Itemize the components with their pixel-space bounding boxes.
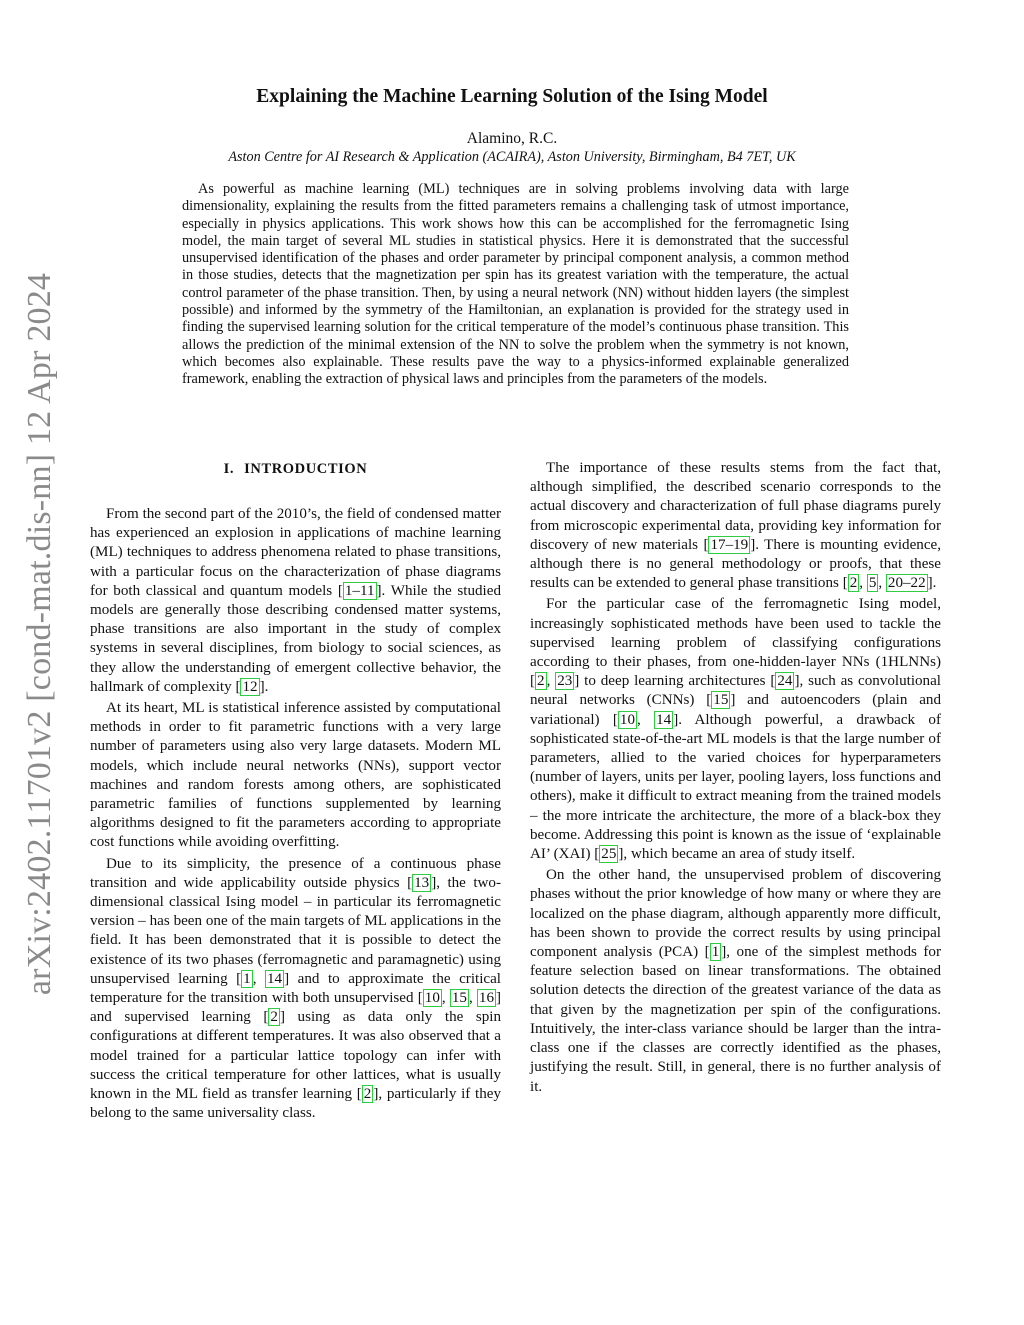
left-column bbox=[90, 459, 501, 1124]
citation-link[interactable]: 25 bbox=[601, 846, 617, 863]
citation-link[interactable]: 2 bbox=[537, 673, 545, 690]
paragraph: For the particular case of the ferromagnetic Ising model, increasingly sophisticated methods have been used to tackle the supervised learning problem of classifying configurations according to their phases, from one-hidden-layer NNs (1HLNNs) [ 2 , 23 ] to deep learning architectures [ 24 ], such as convolutional neural networks (CNNs) [ 15 ] and autoencoders (plain and variational) [ 10 , 14 ]. Although powerful, a drawback of sophisticated state-of-the-art ML models is that the large number of parameters, allied to the varied choices for hyperparameters (number of layers, units per layer, pooling layers, loss functions and others), make it difficult to extract meaning from the trained models – the more intricate the architecture, the more of a black-box they become. Addressing this point is known as the issue of ‘explainable AI’ (XAI) [ 25 ], which became an area of study itself. bbox=[530, 596, 942, 863]
section-heading-introduction bbox=[90, 459, 501, 479]
citation-link[interactable]: 1 bbox=[711, 944, 720, 961]
citation-link[interactable]: 14 bbox=[267, 970, 283, 987]
citation-link[interactable]: 2 bbox=[270, 1009, 278, 1026]
paragraph: On the other hand, the unsupervised problem of discovering phases without the prior knowledge of how many or where they are localized on the phase diagram, although apparently more difficult, has been shown to provide the correct results by using principal component analysis (PCA) [ 1 ], one of the simplest methods for feature selection based on linear transformations. The obtained solution detects the direction of the greatest variance of the data as that given by the magnetization per spin of the configurations. Intuitively, the inter-class variance should be larger than the intra-class one if the classes are correctly identified as the phases, justifying the result. Still, in general, there is no further analysis of it. bbox=[530, 867, 941, 1095]
right-column bbox=[530, 459, 941, 1097]
citation-link[interactable]: 12 bbox=[242, 678, 258, 695]
citation-link[interactable]: 17–19 bbox=[710, 536, 749, 553]
citation-link[interactable]: 16 bbox=[478, 990, 494, 1007]
citation-link[interactable]: 10 bbox=[619, 711, 636, 728]
citation-link[interactable]: 14 bbox=[656, 711, 672, 728]
author-affiliation: Aston Centre for AI Research & Application (ACAIRA), Aston University, Birmingham, B4 7ET, UK bbox=[228, 149, 796, 165]
abstract: As powerful as machine learning (ML) techniques are in solving problems involving data with large dimensionality, explaining the results from the fitted parameters remains a challenging task of utmost importance, especially in physics applications. This work shows how this can be accomplished for the ferromagnetic Ising model, the main target of several ML studies in statistical physics. Here it is demonstrated that the successful unsupervised identification of the phases and order parameter by principal component analysis, a common method in those studies, detects that the magnetization per spin has its greatest variation with the temperature, the actual control parameter of the phase transition. Then, by using a neural network (NN) without hidden layers (the simplest possible) and informed by the symmetry of the Hamiltonian, an explanation is provided for the strategy used in finding the supervised learning solution for the critical temperature of the model’s continuous phase transition. This allows the prediction of the minimal extension of the NN to solve the problem when the symmetry is not known, which becomes also explainable. These results pave the way to a physics-informed explainable generalized framework, enabling the extraction of physical laws and principles from the parameters of the models. bbox=[182, 181, 849, 388]
arxiv-identifier-sidebar bbox=[18, 258, 62, 1010]
citation-link[interactable]: 1–11 bbox=[344, 582, 375, 599]
citation-link[interactable]: 1 bbox=[243, 970, 251, 987]
citation-link[interactable]: 15 bbox=[451, 990, 467, 1007]
citation-link[interactable]: 2 bbox=[849, 575, 858, 592]
citation-link[interactable]: 5 bbox=[868, 575, 877, 592]
citation-link[interactable]: 23 bbox=[557, 673, 573, 690]
citation-link[interactable]: 2 bbox=[363, 1086, 372, 1103]
paragraph: The importance of these results stems from the fact that, although simplified, the described scenario corresponds to the actual discovery and characterization of full phase diagrams purely from microscopic experimental data, providing key information for discovery of new materials [ 17–19 ]. There is mounting evidence, although there is no general methodology or proofs, that these results can be extended to general phase transitions [ 2 , 5 , 20–22 ]. bbox=[530, 460, 942, 592]
paragraph: From the second part of the 2010’s, the field of condensed matter has experienced an explosion in applications of machine learning (ML) techniques to address phenomena related to phase transitions, with a particular focus on the characterization of phase diagrams for both classical and quantum models [ 1–11 ]. While the studied models are generally those describing condensed matter systems, phase transitions are also important in the study of complex systems in several disciplines, from biology to social sciences, as they allow the understanding of emergent collective behavior, the hallmark of complexity [ 12 ]. bbox=[90, 506, 501, 695]
arxiv-identifier: arXiv:2402.11701v2 [cond-mat.dis-nn] 12 Apr 2024 bbox=[21, 272, 58, 996]
section-number: I. bbox=[223, 461, 235, 477]
citation-link[interactable]: 13 bbox=[414, 874, 430, 891]
paragraph: At its heart, ML is statistical inference assisted by computational methods in order to fit parametric functions with a very large number of parameters using also very large datasets. Modern ML models, which include neural networks (NNs), support vector machines and random forests among others, are sophisticated parametric families of functions supplemented by learning algorithms designed to fit the parameters according to appropriate cost functions while avoiding overfitting. bbox=[90, 700, 501, 851]
paper-title: Explaining the Machine Learning Solution of the Ising Model bbox=[256, 86, 768, 107]
citation-link[interactable]: 24 bbox=[777, 673, 793, 690]
author-list: Alamino, R.C. bbox=[466, 130, 558, 147]
paragraph: Due to its simplicity, the presence of a continuous phase transition and wide applicability outside physics [ 13 ], the two-dimensional classical Ising model – in particular its ferromagnetic version – has been one of the main targets of ML applications in the field. It has been demonstrated that it is possible to detect the existence of its two phases (ferromagnetic and paramagnetic) using unsupervised learning [ 1 , 14 ] and to approximate the critical temperature for the transition with both unsupervised [ 10 , 15 , 16 ] and supervised learning [ 2 ] using as data only the spin configurations at different temperatures. It was also observed that a model trained for a particular lattice topology can infer with success the critical temperature for other lattices, what is usually known in the ML field as transfer learning [ 2 ], particularly if they belong to the same universality class. bbox=[90, 855, 502, 1122]
section-title: INTRODUCTION bbox=[244, 461, 368, 477]
citation-link[interactable]: 15 bbox=[713, 692, 729, 709]
citation-link[interactable]: 20–22 bbox=[887, 575, 926, 592]
citation-link[interactable]: 10 bbox=[424, 990, 440, 1007]
